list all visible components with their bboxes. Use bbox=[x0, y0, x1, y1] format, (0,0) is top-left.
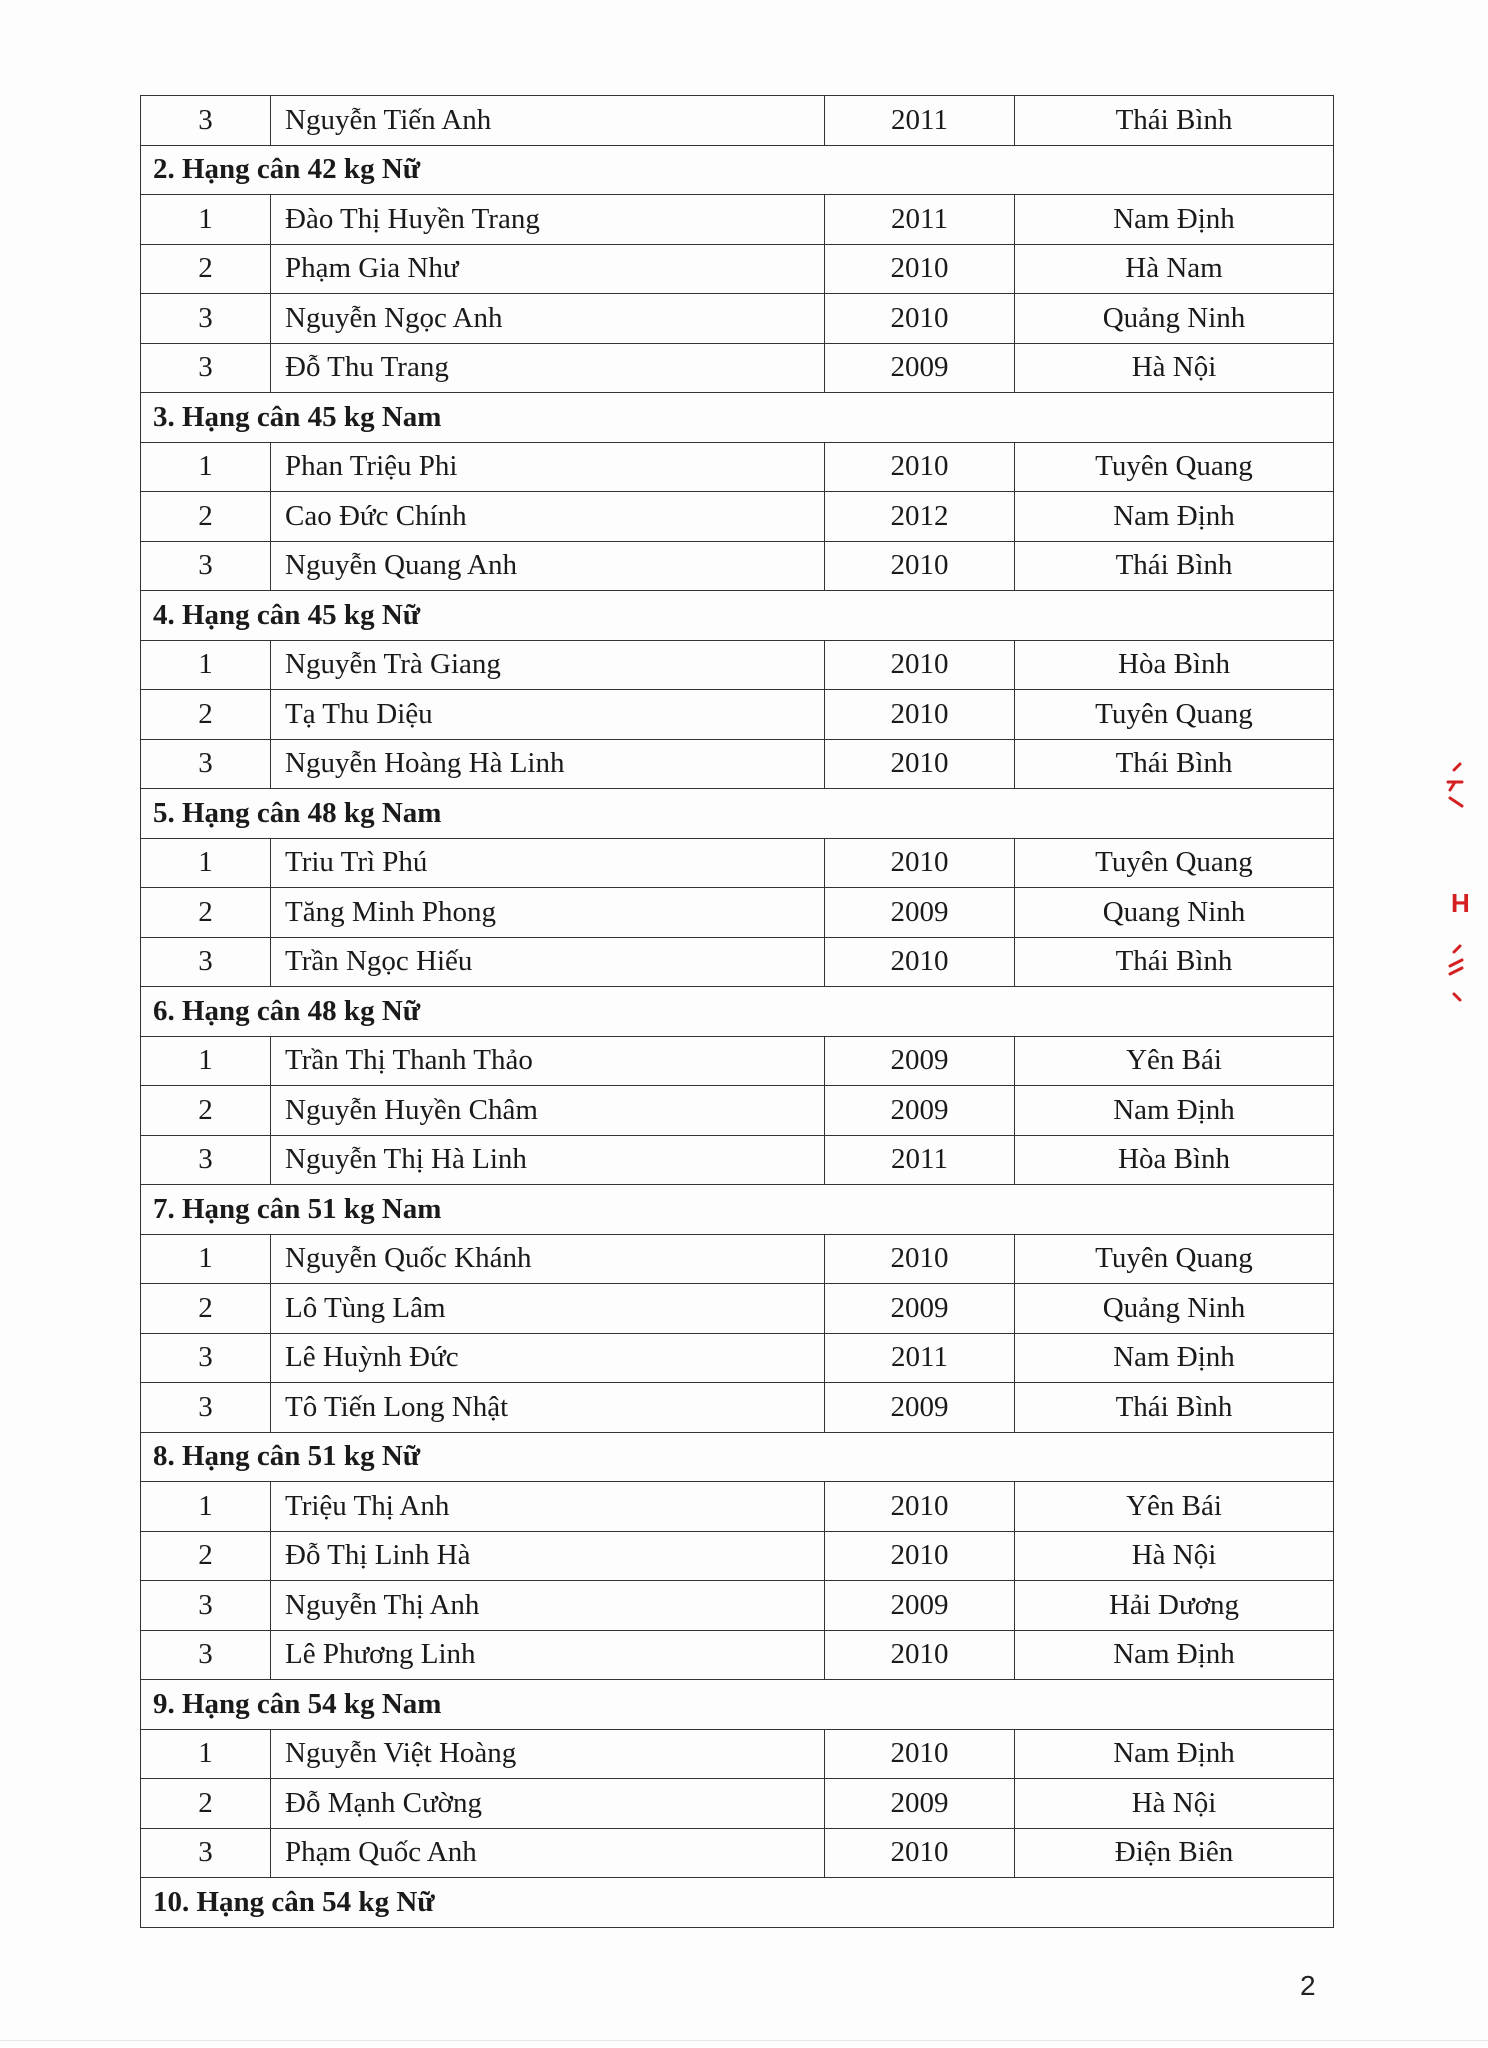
province-cell: Nam Định bbox=[1015, 1333, 1334, 1383]
birth-year-cell: 2009 bbox=[825, 888, 1015, 938]
athlete-row bbox=[141, 1333, 1334, 1383]
weight-class-heading: 5. Hạng cân 48 kg Nam bbox=[141, 789, 1334, 839]
birth-year-cell: 2010 bbox=[825, 1828, 1015, 1878]
name-cell: Nguyễn Quang Anh bbox=[271, 541, 825, 591]
rank-cell: 2 bbox=[141, 690, 271, 740]
athlete-row bbox=[141, 294, 1334, 344]
province-cell: Nam Định bbox=[1015, 195, 1334, 245]
name-cell: Đào Thị Huyền Trang bbox=[271, 195, 825, 245]
birth-year-cell: 2009 bbox=[825, 1779, 1015, 1829]
province-cell: Nam Định bbox=[1015, 1086, 1334, 1136]
province-cell: Quảng Ninh bbox=[1015, 1284, 1334, 1334]
athlete-row bbox=[141, 888, 1334, 938]
name-cell: Nguyễn Huyền Châm bbox=[271, 1086, 825, 1136]
province-cell: Hòa Bình bbox=[1015, 1135, 1334, 1185]
name-cell: Nguyễn Thị Anh bbox=[271, 1581, 825, 1631]
name-cell: Nguyễn Thị Hà Linh bbox=[271, 1135, 825, 1185]
birth-year-cell: 2009 bbox=[825, 1284, 1015, 1334]
name-cell: Nguyễn Quốc Khánh bbox=[271, 1234, 825, 1284]
rank-cell: 1 bbox=[141, 1482, 271, 1532]
weight-class-heading: 9. Hạng cân 54 kg Nam bbox=[141, 1680, 1334, 1730]
athlete-row bbox=[141, 1086, 1334, 1136]
weight-class-heading-row bbox=[141, 1432, 1334, 1482]
rank-cell: 1 bbox=[141, 1234, 271, 1284]
athlete-row bbox=[141, 244, 1334, 294]
birth-year-cell: 2010 bbox=[825, 294, 1015, 344]
province-cell: Nam Định bbox=[1015, 492, 1334, 542]
rank-cell: 1 bbox=[141, 195, 271, 245]
province-cell: Hà Nội bbox=[1015, 343, 1334, 393]
rank-cell: 1 bbox=[141, 1729, 271, 1779]
rank-cell: 3 bbox=[141, 1630, 271, 1680]
birth-year-cell: 2010 bbox=[825, 937, 1015, 987]
name-cell: Trần Thị Thanh Thảo bbox=[271, 1036, 825, 1086]
birth-year-cell: 2010 bbox=[825, 690, 1015, 740]
province-cell: Tuyên Quang bbox=[1015, 690, 1334, 740]
rank-cell: 3 bbox=[141, 1333, 271, 1383]
name-cell: Lê Huỳnh Đức bbox=[271, 1333, 825, 1383]
name-cell: Cao Đức Chính bbox=[271, 492, 825, 542]
rank-cell: 1 bbox=[141, 1036, 271, 1086]
rank-cell: 3 bbox=[141, 343, 271, 393]
athlete-row bbox=[141, 541, 1334, 591]
birth-year-cell: 2009 bbox=[825, 1086, 1015, 1136]
athlete-row bbox=[141, 1531, 1334, 1581]
birth-year-cell: 2010 bbox=[825, 838, 1015, 888]
weight-class-heading: 8. Hạng cân 51 kg Nữ bbox=[141, 1432, 1334, 1482]
weight-class-heading: 2. Hạng cân 42 kg Nữ bbox=[141, 145, 1334, 195]
name-cell: Nguyễn Trà Giang bbox=[271, 640, 825, 690]
name-cell: Lô Tùng Lâm bbox=[271, 1284, 825, 1334]
weight-class-heading-row bbox=[141, 1878, 1334, 1928]
weight-class-heading: 3. Hạng cân 45 kg Nam bbox=[141, 393, 1334, 443]
province-cell: Hà Nội bbox=[1015, 1779, 1334, 1829]
name-cell: Lê Phương Linh bbox=[271, 1630, 825, 1680]
birth-year-cell: 2010 bbox=[825, 442, 1015, 492]
athlete-row bbox=[141, 1779, 1334, 1829]
province-cell: Thái Bình bbox=[1015, 96, 1334, 146]
province-cell: Thái Bình bbox=[1015, 739, 1334, 789]
birth-year-cell: 2010 bbox=[825, 640, 1015, 690]
rank-cell: 3 bbox=[141, 739, 271, 789]
birth-year-cell: 2010 bbox=[825, 1729, 1015, 1779]
athlete-row bbox=[141, 739, 1334, 789]
birth-year-cell: 2010 bbox=[825, 1531, 1015, 1581]
birth-year-cell: 2009 bbox=[825, 1581, 1015, 1631]
rank-cell: 2 bbox=[141, 1086, 271, 1136]
results-table bbox=[140, 95, 1334, 1928]
name-cell: Triu Trì Phú bbox=[271, 838, 825, 888]
rank-cell: 3 bbox=[141, 1383, 271, 1433]
weight-class-heading: 10. Hạng cân 54 kg Nữ bbox=[141, 1878, 1334, 1928]
athlete-row bbox=[141, 442, 1334, 492]
athlete-row bbox=[141, 1729, 1334, 1779]
rank-cell: 2 bbox=[141, 1779, 271, 1829]
weight-class-heading-row bbox=[141, 1185, 1334, 1235]
province-cell: Hải Dương bbox=[1015, 1581, 1334, 1631]
athlete-row bbox=[141, 1828, 1334, 1878]
results-table-body bbox=[141, 96, 1334, 1928]
red-margin-mark bbox=[1440, 760, 1470, 1040]
province-cell: Tuyên Quang bbox=[1015, 1234, 1334, 1284]
rank-cell: 3 bbox=[141, 1135, 271, 1185]
birth-year-cell: 2009 bbox=[825, 1036, 1015, 1086]
province-cell: Quang Ninh bbox=[1015, 888, 1334, 938]
birth-year-cell: 2011 bbox=[825, 1135, 1015, 1185]
athlete-row bbox=[141, 1036, 1334, 1086]
athlete-row bbox=[141, 1284, 1334, 1334]
birth-year-cell: 2009 bbox=[825, 343, 1015, 393]
birth-year-cell: 2010 bbox=[825, 541, 1015, 591]
province-cell: Thái Bình bbox=[1015, 937, 1334, 987]
province-cell: Thái Bình bbox=[1015, 1383, 1334, 1433]
athlete-row bbox=[141, 1581, 1334, 1631]
rank-cell: 3 bbox=[141, 541, 271, 591]
margin-mark-letter: H bbox=[1451, 888, 1470, 918]
rank-cell: 2 bbox=[141, 888, 271, 938]
birth-year-cell: 2009 bbox=[825, 1383, 1015, 1433]
weight-class-heading: 6. Hạng cân 48 kg Nữ bbox=[141, 987, 1334, 1037]
athlete-row bbox=[141, 1630, 1334, 1680]
rank-cell: 1 bbox=[141, 640, 271, 690]
birth-year-cell: 2010 bbox=[825, 1234, 1015, 1284]
province-cell: Thái Bình bbox=[1015, 541, 1334, 591]
athlete-row bbox=[141, 1482, 1334, 1532]
birth-year-cell: 2010 bbox=[825, 1482, 1015, 1532]
birth-year-cell: 2011 bbox=[825, 96, 1015, 146]
province-cell: Hà Nam bbox=[1015, 244, 1334, 294]
name-cell: Trần Ngọc Hiếu bbox=[271, 937, 825, 987]
name-cell: Đỗ Mạnh Cường bbox=[271, 1779, 825, 1829]
athlete-row bbox=[141, 640, 1334, 690]
name-cell: Phan Triệu Phi bbox=[271, 442, 825, 492]
athlete-row bbox=[141, 195, 1334, 245]
rank-cell: 2 bbox=[141, 1531, 271, 1581]
rank-cell: 3 bbox=[141, 294, 271, 344]
athlete-row bbox=[141, 838, 1334, 888]
province-cell: Tuyên Quang bbox=[1015, 442, 1334, 492]
birth-year-cell: 2011 bbox=[825, 1333, 1015, 1383]
name-cell: Nguyễn Hoàng Hà Linh bbox=[271, 739, 825, 789]
rank-cell: 2 bbox=[141, 244, 271, 294]
rank-cell: 3 bbox=[141, 96, 271, 146]
province-cell: Quảng Ninh bbox=[1015, 294, 1334, 344]
birth-year-cell: 2010 bbox=[825, 244, 1015, 294]
results-sheet bbox=[140, 95, 1335, 1928]
rank-cell: 1 bbox=[141, 838, 271, 888]
birth-year-cell: 2010 bbox=[825, 739, 1015, 789]
birth-year-cell: 2011 bbox=[825, 195, 1015, 245]
rank-cell: 2 bbox=[141, 1284, 271, 1334]
athlete-row bbox=[141, 1135, 1334, 1185]
birth-year-cell: 2010 bbox=[825, 1630, 1015, 1680]
name-cell: Tăng Minh Phong bbox=[271, 888, 825, 938]
athlete-row bbox=[141, 937, 1334, 987]
birth-year-cell: 2012 bbox=[825, 492, 1015, 542]
province-cell: Yên Bái bbox=[1015, 1482, 1334, 1532]
weight-class-heading-row bbox=[141, 393, 1334, 443]
athlete-row bbox=[141, 96, 1334, 146]
name-cell: Nguyễn Việt Hoàng bbox=[271, 1729, 825, 1779]
weight-class-heading: 7. Hạng cân 51 kg Nam bbox=[141, 1185, 1334, 1235]
rank-cell: 3 bbox=[141, 1828, 271, 1878]
name-cell: Đỗ Thị Linh Hà bbox=[271, 1531, 825, 1581]
province-cell: Hòa Bình bbox=[1015, 640, 1334, 690]
weight-class-heading-row bbox=[141, 987, 1334, 1037]
page-number: 2 bbox=[1300, 1970, 1316, 2001]
name-cell: Nguyễn Tiến Anh bbox=[271, 96, 825, 146]
weight-class-heading-row bbox=[141, 789, 1334, 839]
weight-class-heading: 4. Hạng cân 45 kg Nữ bbox=[141, 591, 1334, 641]
province-cell: Nam Định bbox=[1015, 1729, 1334, 1779]
athlete-row bbox=[141, 492, 1334, 542]
scan-edge-line bbox=[0, 2040, 1488, 2041]
province-cell: Nam Định bbox=[1015, 1630, 1334, 1680]
athlete-row bbox=[141, 690, 1334, 740]
province-cell: Tuyên Quang bbox=[1015, 838, 1334, 888]
province-cell: Hà Nội bbox=[1015, 1531, 1334, 1581]
name-cell: Triệu Thị Anh bbox=[271, 1482, 825, 1532]
athlete-row bbox=[141, 343, 1334, 393]
name-cell: Nguyễn Ngọc Anh bbox=[271, 294, 825, 344]
rank-cell: 3 bbox=[141, 1581, 271, 1631]
name-cell: Phạm Quốc Anh bbox=[271, 1828, 825, 1878]
name-cell: Tạ Thu Diệu bbox=[271, 690, 825, 740]
province-cell: Yên Bái bbox=[1015, 1036, 1334, 1086]
athlete-row bbox=[141, 1383, 1334, 1433]
province-cell: Điện Biên bbox=[1015, 1828, 1334, 1878]
name-cell: Tô Tiến Long Nhật bbox=[271, 1383, 825, 1433]
rank-cell: 3 bbox=[141, 937, 271, 987]
rank-cell: 1 bbox=[141, 442, 271, 492]
name-cell: Đỗ Thu Trang bbox=[271, 343, 825, 393]
athlete-row bbox=[141, 1234, 1334, 1284]
name-cell: Phạm Gia Như bbox=[271, 244, 825, 294]
weight-class-heading-row bbox=[141, 1680, 1334, 1730]
rank-cell: 2 bbox=[141, 492, 271, 542]
weight-class-heading-row bbox=[141, 591, 1334, 641]
weight-class-heading-row bbox=[141, 145, 1334, 195]
